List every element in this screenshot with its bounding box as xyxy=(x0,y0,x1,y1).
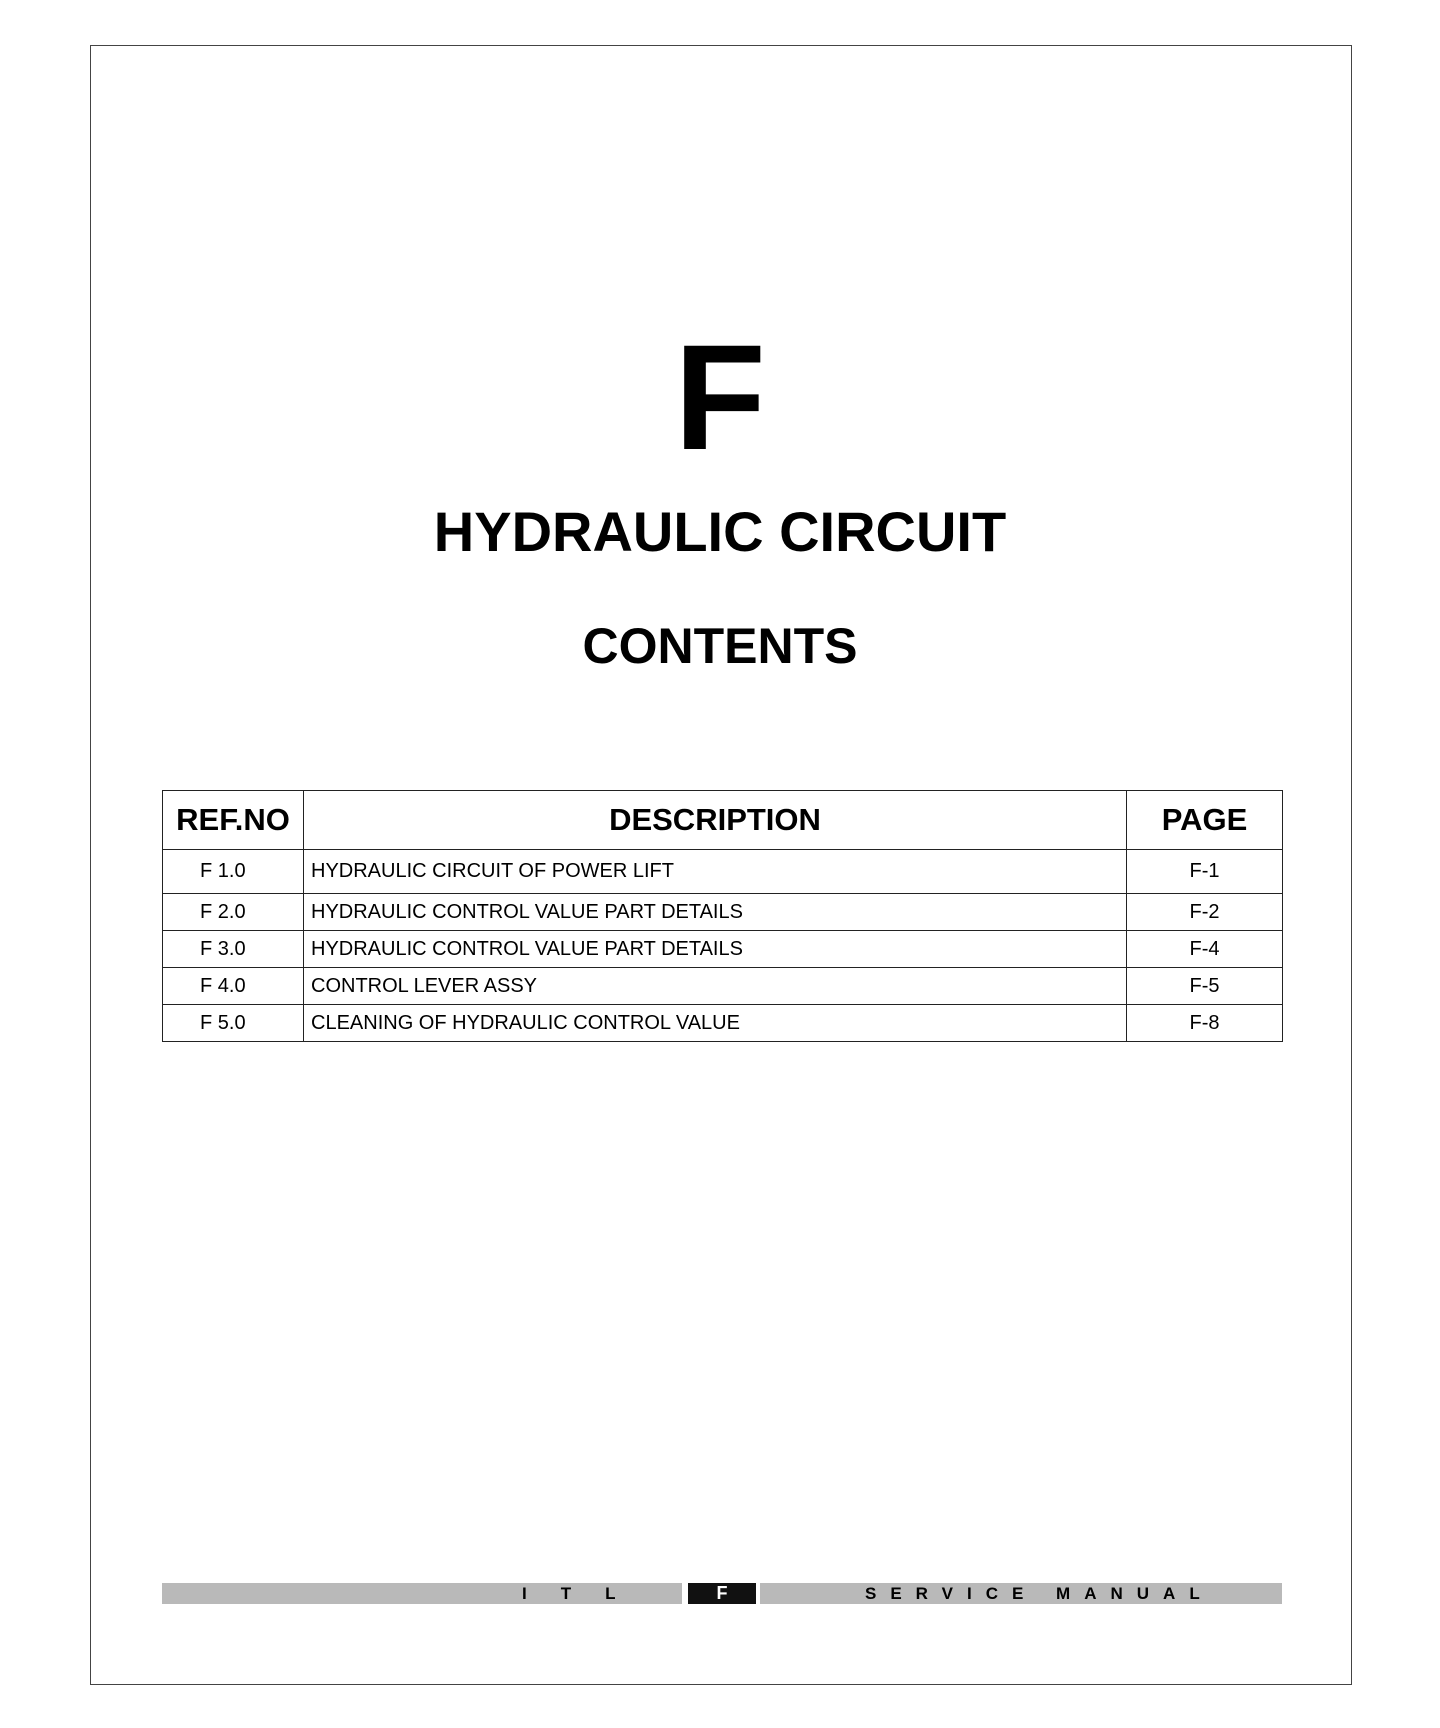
table-row xyxy=(163,850,1283,894)
row-page: F-4 xyxy=(1127,931,1283,968)
row-ref-no: F 5.0 xyxy=(163,1005,304,1042)
footer-company: ITL xyxy=(522,1584,650,1603)
table-header-row xyxy=(163,791,1283,850)
row-ref-no: F 1.0 xyxy=(163,850,304,894)
contents-heading: CONTENTS xyxy=(582,618,858,674)
row-page: F-2 xyxy=(1127,894,1283,931)
row-ref-no: F 2.0 xyxy=(163,894,304,931)
contents-table xyxy=(162,790,1283,1042)
footer-right-bar xyxy=(760,1583,1282,1604)
table-row xyxy=(163,894,1283,931)
header-description: DESCRIPTION xyxy=(304,791,1127,850)
table-row xyxy=(163,1005,1283,1042)
row-page: F-1 xyxy=(1127,850,1283,894)
row-description: HYDRAULIC CIRCUIT OF POWER LIFT xyxy=(304,850,1127,894)
row-description: HYDRAULIC CONTROL VALUE PART DETAILS xyxy=(304,931,1127,968)
section-letter: F xyxy=(674,313,766,481)
row-ref-no: F 3.0 xyxy=(163,931,304,968)
header-page: PAGE xyxy=(1127,791,1283,850)
footer-section-badge: F xyxy=(688,1583,756,1604)
footer-manual-title: SERVICE MANUAL xyxy=(865,1584,1214,1603)
footer-left-bar xyxy=(162,1583,682,1604)
row-ref-no: F 4.0 xyxy=(163,968,304,1005)
section-title: HYDRAULIC CIRCUIT xyxy=(433,500,1007,563)
row-description: CLEANING OF HYDRAULIC CONTROL VALUE xyxy=(304,1005,1127,1042)
row-description: HYDRAULIC CONTROL VALUE PART DETAILS xyxy=(304,894,1127,931)
row-page: F-5 xyxy=(1127,968,1283,1005)
table-row xyxy=(163,968,1283,1005)
row-description: CONTROL LEVER ASSY xyxy=(304,968,1127,1005)
row-page: F-8 xyxy=(1127,1005,1283,1042)
table-row xyxy=(163,931,1283,968)
header-ref-no: REF.NO xyxy=(163,791,304,850)
